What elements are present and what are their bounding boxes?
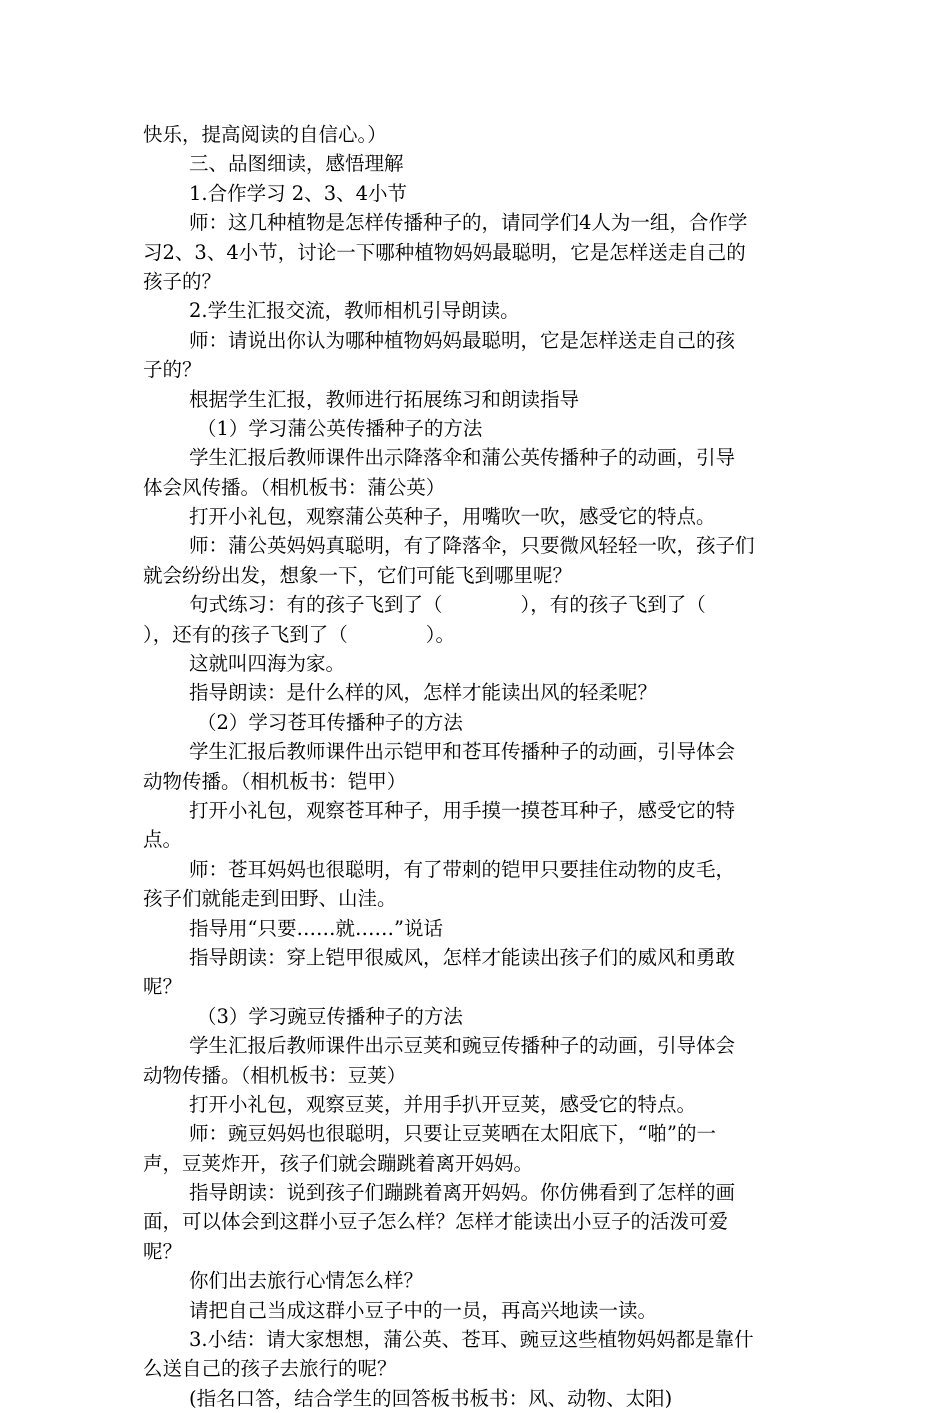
- text-line: 根据学生汇报，教师进行拓展练习和朗读指导: [189, 387, 580, 411]
- text-line: 就会纷纷出发，想象一下，它们可能飞到哪里呢？: [143, 563, 573, 587]
- text-line: 打开小礼包，观察苍耳种子，用手摸一摸苍耳种子，感受它的特: [189, 798, 736, 822]
- text-line: 师：苍耳妈妈也很聪明，有了带刺的铠甲只要挂住动物的皮毛，: [189, 857, 736, 881]
- text-line: （2）学习苍耳传播种子的方法: [197, 710, 463, 734]
- text-line: 点。: [143, 828, 183, 852]
- text-line: 这就叫四海为家。: [189, 652, 346, 676]
- text-line: 打开小礼包，观察豆荚，并用手扒开豆荚，感受它的特点。: [189, 1092, 697, 1116]
- text-line: 师：蒲公英妈妈真聪明，有了降落伞，只要微风轻轻一吹，孩子们: [189, 534, 755, 558]
- text-line: 学生汇报后教师课件出示铠甲和苍耳传播种子的动画，引导体会: [189, 740, 736, 764]
- text-line: 体会风传播。（相机板书：蒲公英）: [143, 475, 446, 499]
- text-line: 学生汇报后教师课件出示降落伞和蒲公英传播种子的动画，引导: [189, 446, 736, 470]
- text-line: （3）学习豌豆传播种子的方法: [197, 1004, 463, 1028]
- text-line: 学生汇报后教师课件出示豆荚和豌豆传播种子的动画，引导体会: [189, 1034, 736, 1058]
- text-line: 动物传播。（相机板书：铠甲）: [143, 769, 407, 793]
- text-line: 快乐，提高阅读的自信心。）: [143, 123, 387, 146]
- text-line: 1.合作学习 2、3、4小节: [189, 181, 408, 205]
- text-line: 声，豆荚炸开，孩子们就会蹦跳着离开妈妈。: [143, 1151, 534, 1175]
- text-line: 动物传播。（相机板书：豆荚）: [143, 1063, 407, 1087]
- text-line: 孩子的？: [143, 269, 222, 293]
- text-line: 句式练习：有的孩子飞到了（ ），有的孩子飞到了（: [189, 593, 706, 617]
- text-line: 师：请说出你认为哪种植物妈妈最聪明，它是怎样送走自己的孩: [189, 328, 736, 352]
- text-line: 指导朗读：说到孩子们蹦跳着离开妈妈。你仿佛看到了怎样的画: [189, 1181, 736, 1205]
- text-line: 呢？: [143, 1239, 183, 1263]
- text-line: （1）学习蒲公英传播种子的方法: [197, 416, 483, 440]
- text-line: 打开小礼包，观察蒲公英种子，用嘴吹一吹，感受它的特点。: [189, 505, 716, 529]
- text-line: (指名口答，结合学生的回答板书板书：风、动物、太阳): [189, 1386, 673, 1410]
- text-line: 三、品图细读，感悟理解: [189, 152, 404, 176]
- text-line: 指导朗读：是什么样的风，怎样才能读出风的轻柔呢？: [189, 681, 658, 705]
- text-line: 师：这几种植物是怎样传播种子的，请同学们4人为一组，合作学: [189, 211, 748, 235]
- text-line: 2.学生汇报交流，教师相机引导朗读。: [189, 299, 520, 323]
- text-line: 面，可以体会到这群小豆子怎么样？怎样才能读出小豆子的活泼可爱: [143, 1210, 729, 1234]
- document-body: [143, 120, 813, 1413]
- text-line: 3.小结：请大家想想，蒲公英、苍耳、豌豆这些植物妈妈都是靠什: [189, 1328, 754, 1352]
- text-line: 你们出去旅行心情怎么样？: [189, 1269, 424, 1293]
- text-line: 孩子们就能走到田野、山洼。: [143, 887, 397, 911]
- text-line: 指导朗读：穿上铠甲很威风，怎样才能读出孩子们的威风和勇敢: [189, 945, 736, 969]
- text-line: 习2、3、4小节，讨论一下哪种植物妈妈最聪明，它是怎样送走自己的: [143, 240, 746, 264]
- text-line: 呢？: [143, 975, 183, 999]
- text-line: ），还有的孩子飞到了（ ）。: [143, 622, 456, 646]
- text-line: 子的？: [143, 358, 202, 382]
- text-line: 么送自己的孩子去旅行的呢？: [143, 1357, 397, 1381]
- text-line: 指导用“只要……就……”说话: [189, 916, 443, 940]
- text-line: 师：豌豆妈妈也很聪明，只要让豆荚晒在太阳底下，“啪”的一: [189, 1122, 716, 1146]
- text-line: 请把自己当成这群小豆子中的一员，再高兴地读一读。: [189, 1298, 658, 1322]
